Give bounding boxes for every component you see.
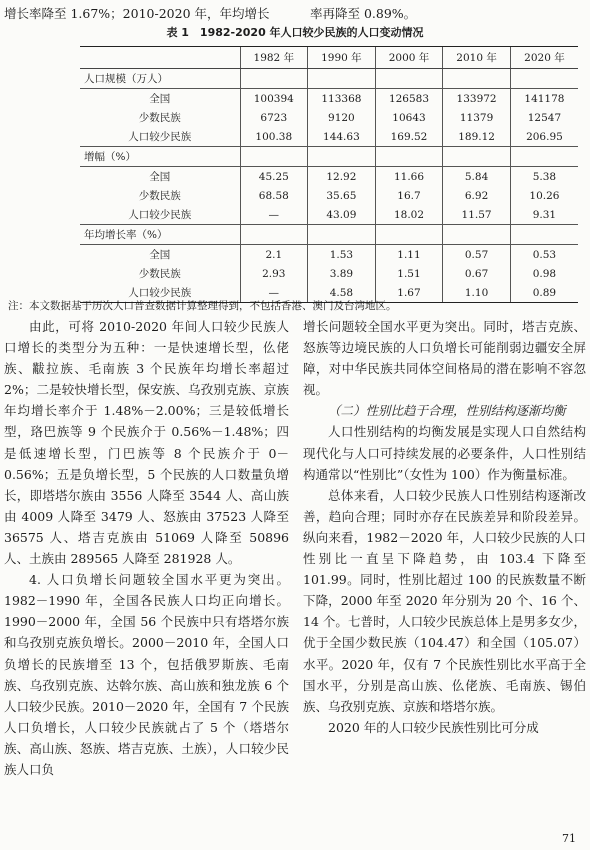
table-section-spacer (240, 69, 308, 89)
table-cell: 11.57 (443, 205, 511, 225)
body-paragraph: 2020 年的人口较少民族性别比可分成 (328, 719, 539, 735)
table-cell: 10643 (375, 108, 443, 127)
table-cell: 1.10 (443, 283, 511, 303)
table-row-label: 少数民族 (138, 112, 181, 124)
table-row-label: 全国 (149, 171, 171, 183)
table-section-spacer (375, 69, 443, 89)
table-header-year: 2020 年 (510, 47, 578, 69)
table-header-year: 1982 年 (240, 47, 308, 69)
table-header-year: 1990 年 (308, 47, 376, 69)
table-cell: 0.89 (510, 283, 578, 303)
table-cell: 144.63 (308, 127, 376, 147)
table-cell: 2.93 (240, 264, 308, 283)
body-paragraph: 增长问题较全国水平更为突出。同时，塔吉克族、怒族等边境民族的人口负增长可能削弱边疆安全屏障，对中华民族共同体空间格局的潜在影响不容忽视。 (303, 319, 586, 398)
table-cell: 0.57 (443, 245, 511, 265)
body-paragraph: 4. 人口负增长问题较全国水平更为突出。1982－1990 年，全国各民族人口均正向增长。1990－2000 年，全国 56 个民族中只有塔塔尔族和乌孜别克族负增长。2000－2010 年，全国人口负增长的民族增至 13 个，包括俄罗斯族、毛南族、乌孜别克族、达斡尔族、高山族和独龙族 6 个人口较少民族。2010－2020 年，全国有 7 个民族人口负增长，人口较少民族就占了 5 个（塔塔尔族、高山族、怒族、塔吉克族、土族），人口较少民族人口负 (4, 572, 289, 777)
table-cell: 1.67 (375, 283, 443, 303)
table-cell: 100.38 (240, 127, 308, 147)
table-section-spacer (443, 147, 511, 167)
table-section-spacer (308, 69, 376, 89)
table-cell: 45.25 (240, 167, 308, 187)
table-cell: 2.1 (240, 245, 308, 265)
table-cell: 6.92 (443, 186, 511, 205)
table-header-row (80, 47, 578, 69)
table-header-blank (80, 47, 240, 69)
table-row (80, 245, 578, 265)
table-cell: 126583 (375, 89, 443, 109)
carryover-line-right: 率再降至 0.89%。 (310, 6, 417, 21)
table-section-title: 增幅（%） (80, 147, 240, 167)
table-section-spacer (510, 147, 578, 167)
body-paragraph: 总体来看，人口较少民族人口性别结构逐渐改善，趋向合理；同时亦存在民族差异和阶段差异。纵向来看，1982－2020 年，人口较少民族的人口性别比一直呈下降趋势，由 103.4 下降至 101.99。同时，性别比超过 100 的民族数量不断下降，2000 年至 2020 年分别为 20 个、16 个、14 个。七普时，人口较少民族总体上是男多女少，优于全国少数民族（104.47）和全国（105.07）水平。2020 年，仅有 7 个民族性别比水平高于全国水平，分别是高山族、仫佬族、毛南族、锡伯族、乌孜别克族、京族和塔塔尔族。 (303, 487, 586, 714)
body-paragraph: 由此，可将 2010-2020 年间人口较少民族人口增长的类型分为五种：一是快速增长型，仫佬族、黻拉族、毛南族 3 个民族年均增长率超过 2%；二是较快增长型，保安族、乌孜别克族、京族年均增长率介于 1.48%－2.00%；三是较低增长型，珞巴族等 9 个民族介于 0.56%－1.48%；四是低速增长型，门巴族等 8 个民族介于 0－0.56%；五是负增长型，5 个民族的人口数量负增长，即塔塔尔族由 3556 人降至 3544 人、高山族由 4009 人降至 3479 人、怒族由 37523 人降至 36575 人、塔吉克族由 51069 人降至 50896 人、土族由 289565 人降至 281928 人。 (4, 319, 289, 567)
table-cell: 12547 (510, 108, 578, 127)
table-row-label: 人口较少民族 (128, 131, 192, 143)
table-row (80, 167, 578, 187)
table-cell: 1.51 (375, 264, 443, 283)
table-cell: 68.58 (240, 186, 308, 205)
table-cell: 0.98 (510, 264, 578, 283)
table-row-label: 人口较少民族 (128, 209, 192, 221)
table-cell: 0.53 (510, 245, 578, 265)
table-cell: 9.31 (510, 205, 578, 225)
table-section-title: 年均增长率（%） (80, 225, 240, 245)
carryover-line (4, 4, 586, 24)
table-section-spacer (443, 225, 511, 245)
table-cell: 10.26 (510, 186, 578, 205)
table-row (80, 89, 578, 109)
table-cell: 4.58 (308, 283, 376, 303)
table-section-spacer (443, 69, 511, 89)
table-row (80, 264, 578, 283)
table-section-spacer (510, 225, 578, 245)
table-section-spacer (375, 225, 443, 245)
table-row (80, 205, 578, 225)
table-row-label: 少数民族 (138, 190, 181, 202)
table-cell: 3.89 (308, 264, 376, 283)
left-column (4, 316, 289, 780)
table-note: 注：本文数据基于历次人口普查数据计算整理得到，不包括香港、澳门及台湾地区。 (8, 300, 397, 312)
body-paragraph: 人口性别结构的均衡发展是实现人口自然结构现代化与人口可持续发展的必要条件，人口性别结构通常以“性别比”（女性为 100）作为衡量标准。 (303, 424, 586, 482)
table-row (80, 186, 578, 205)
table-cell: 133972 (443, 89, 511, 109)
table-section-spacer (240, 147, 308, 167)
table-section-spacer (375, 147, 443, 167)
table-cell: 11379 (443, 108, 511, 127)
table-cell: 206.95 (510, 127, 578, 147)
table-cell: 18.02 (375, 205, 443, 225)
table-section-spacer (510, 69, 578, 89)
table-row-label: 全国 (149, 249, 171, 261)
table-cell: 100394 (240, 89, 308, 109)
population-table (80, 46, 578, 303)
table-section-row (80, 225, 578, 245)
table-cell: 113368 (308, 89, 376, 109)
table-cell: 1.11 (375, 245, 443, 265)
table-row (80, 127, 578, 147)
right-column (303, 316, 586, 738)
table-row-label: 全国 (149, 93, 171, 105)
table-cell: 9120 (308, 108, 376, 127)
table-cell: 35.65 (308, 186, 376, 205)
table-cell: 11.66 (375, 167, 443, 187)
table-cell: 1.53 (308, 245, 376, 265)
section-heading: （二）性别比趋于合理，性别结构逐渐均衡 (328, 403, 566, 419)
table-cell: 16.7 (375, 186, 443, 205)
table-cell: 12.92 (308, 167, 376, 187)
table-row-label: 人口较少民族 (80, 283, 240, 303)
table-cell: — (240, 205, 308, 225)
table-section-row (80, 147, 578, 167)
table-section-title: 人口规模（万人） (80, 69, 240, 89)
table-header-year: 2000 年 (375, 47, 443, 69)
table-section-spacer (308, 225, 376, 245)
table-cell: 0.67 (443, 264, 511, 283)
table-cell: — (240, 283, 308, 303)
table-row-label: 少数民族 (138, 268, 181, 280)
table-cell: 169.52 (375, 127, 443, 147)
table-cell: 5.38 (510, 167, 578, 187)
table-cell: 189.12 (443, 127, 511, 147)
table-cell: 6723 (240, 108, 308, 127)
table-section-spacer (308, 147, 376, 167)
table-cell: 141178 (510, 89, 578, 109)
table-section-spacer (240, 225, 308, 245)
table-section-row (80, 69, 578, 89)
table-body (80, 69, 578, 303)
table-header-year: 2010 年 (443, 47, 511, 69)
carryover-line-left: 增长率降至 1.67%；2010-2020 年，年均增长 (4, 6, 270, 21)
page-number: 71 (562, 832, 576, 845)
table-row (80, 108, 578, 127)
table-cell: 5.84 (443, 167, 511, 187)
table-caption: 表 1 1982-2020 年人口较少民族的人口变动情况 (166, 26, 424, 39)
table-cell: 43.09 (308, 205, 376, 225)
